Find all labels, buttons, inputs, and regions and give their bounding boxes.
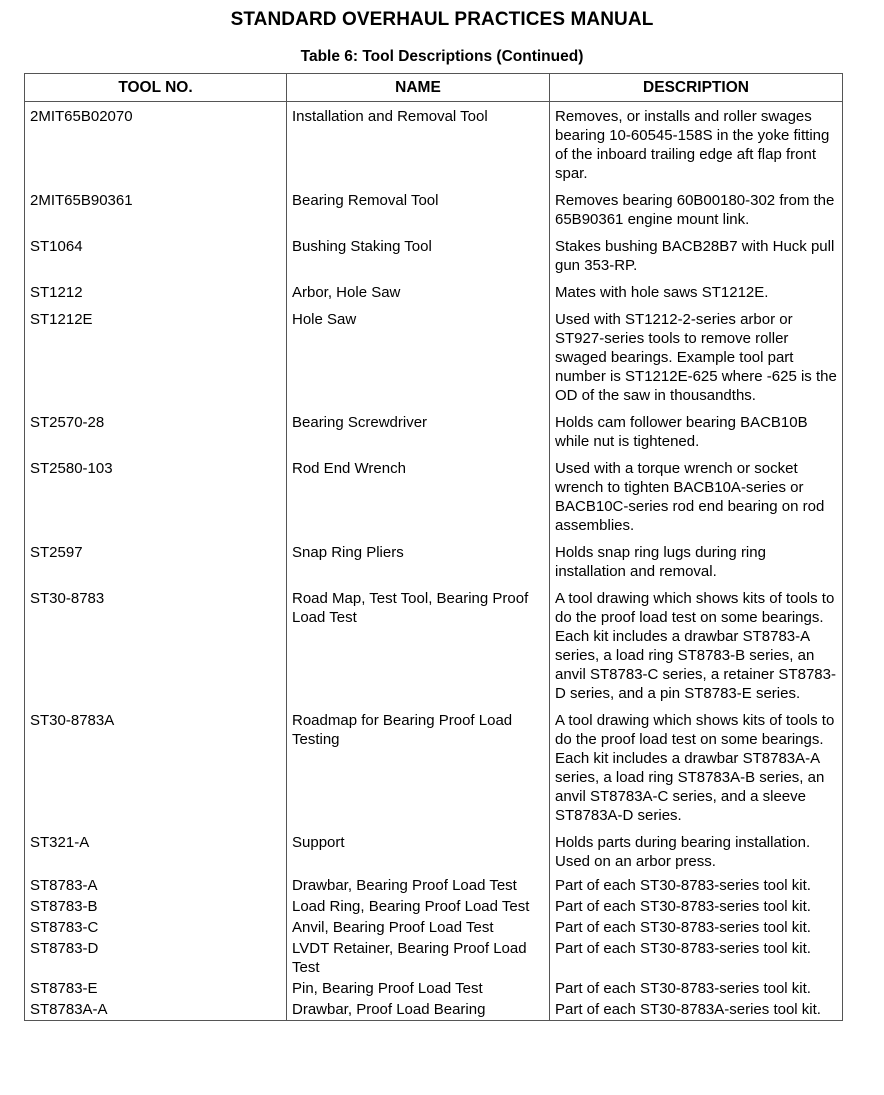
name-cell: LVDT Retainer, Bearing Proof Load Test	[287, 938, 550, 978]
description-cell: Part of each ST30-8783-series tool kit.	[550, 978, 843, 999]
description-cell: Holds cam follower bearing BACB10B while nut is tightened.	[550, 409, 843, 455]
name-cell: Anvil, Bearing Proof Load Test	[287, 917, 550, 938]
description-cell: Part of each ST30-8783-series tool kit.	[550, 917, 843, 938]
table-row	[25, 999, 843, 1021]
name-cell: Installation and Removal Tool	[287, 102, 550, 188]
tool-no-cell: 2MIT65B90361	[25, 187, 287, 233]
tool-no-cell: ST1212E	[25, 306, 287, 409]
name-cell: Bearing Removal Tool	[287, 187, 550, 233]
table-row	[25, 707, 843, 829]
tool-no-cell: ST8783-C	[25, 917, 287, 938]
tool-no-cell: 2MIT65B02070	[25, 102, 287, 188]
table-row	[25, 896, 843, 917]
table-row	[25, 917, 843, 938]
table-row	[25, 233, 843, 279]
tool-no-cell: ST2570-28	[25, 409, 287, 455]
manual-title: STANDARD OVERHAUL PRACTICES MANUAL	[230, 9, 654, 30]
column-header-tool-no: TOOL NO.	[25, 74, 287, 102]
description-cell: Part of each ST30-8783A-series tool kit.	[550, 999, 843, 1021]
table-row	[25, 938, 843, 978]
table-row	[25, 875, 843, 896]
name-cell: Pin, Bearing Proof Load Test	[287, 978, 550, 999]
description-cell: Used with a torque wrench or socket wrench to tighten BACB10A-series or BACB10C-series rod end bearing on rod assemblies.	[550, 455, 843, 539]
description-cell: Holds snap ring lugs during ring installation and removal.	[550, 539, 843, 585]
description-cell: Part of each ST30-8783-series tool kit.	[550, 875, 843, 896]
name-cell: Support	[287, 829, 550, 875]
description-cell: Mates with hole saws ST1212E.	[550, 279, 843, 306]
description-cell: Part of each ST30-8783-series tool kit.	[550, 938, 843, 978]
name-cell: Arbor, Hole Saw	[287, 279, 550, 306]
table-row	[25, 455, 843, 539]
description-cell: Holds parts during bearing installation. Used on an arbor press.	[550, 829, 843, 875]
tool-no-cell: ST8783-D	[25, 938, 287, 978]
tool-no-cell: ST2580-103	[25, 455, 287, 539]
tool-no-cell: ST8783-B	[25, 896, 287, 917]
name-cell: Road Map, Test Tool, Bearing Proof Load Test	[287, 585, 550, 707]
table-row	[25, 279, 843, 306]
tool-no-cell: ST2597	[25, 539, 287, 585]
table-row	[25, 102, 843, 188]
name-cell: Drawbar, Bearing Proof Load Test	[287, 875, 550, 896]
column-header-description: DESCRIPTION	[550, 74, 843, 102]
tool-no-cell: ST1212	[25, 279, 287, 306]
tool-no-cell: ST1064	[25, 233, 287, 279]
description-cell: A tool drawing which shows kits of tools to do the proof load test on some bearings. Each kit includes a drawbar ST8783-A series, a load ring ST8783-B series, an anvil ST8783-C series, a retainer ST8783-D series, and a pin ST8783-E series.	[550, 585, 843, 707]
table-header-row	[25, 74, 843, 102]
description-cell: Removes bearing 60B00180-302 from the 65B90361 engine mount link.	[550, 187, 843, 233]
name-cell: Rod End Wrench	[287, 455, 550, 539]
name-cell: Snap Ring Pliers	[287, 539, 550, 585]
description-cell: Part of each ST30-8783-series tool kit.	[550, 896, 843, 917]
name-cell: Drawbar, Proof Load Bearing	[287, 999, 550, 1021]
name-cell: Bearing Screwdriver	[287, 409, 550, 455]
name-cell: Bushing Staking Tool	[287, 233, 550, 279]
tool-descriptions-table	[24, 73, 843, 1021]
tool-no-cell: ST321-A	[25, 829, 287, 875]
tool-no-cell: ST8783A-A	[25, 999, 287, 1021]
description-cell: A tool drawing which shows kits of tools to do the proof load test on some bearings. Each kit includes a drawbar ST8783A-A series, a load ring ST8783A-B series, an anvil ST8783A-C series, and a sleeve ST8783A-D series.	[550, 707, 843, 829]
name-cell: Load Ring, Bearing Proof Load Test	[287, 896, 550, 917]
table-row	[25, 306, 843, 409]
table-row	[25, 187, 843, 233]
table-caption: Table 6: Tool Descriptions (Continued)	[300, 48, 584, 65]
name-cell: Hole Saw	[287, 306, 550, 409]
description-cell: Removes, or installs and roller swages bearing 10-60545-158S in the yoke fitting of the inboard trailing edge aft flap front spar.	[550, 102, 843, 188]
table-row	[25, 585, 843, 707]
tool-no-cell: ST30-8783	[25, 585, 287, 707]
table-row	[25, 409, 843, 455]
table-row	[25, 978, 843, 999]
column-header-name: NAME	[287, 74, 550, 102]
table-row	[25, 829, 843, 875]
tool-no-cell: ST30-8783A	[25, 707, 287, 829]
name-cell: Roadmap for Bearing Proof Load Testing	[287, 707, 550, 829]
tool-no-cell: ST8783-A	[25, 875, 287, 896]
description-cell: Used with ST1212-2-series arbor or ST927-series tools to remove roller swaged bearings. Example tool part number is ST1212E-625 where -625 is the OD of the saw in thousandths.	[550, 306, 843, 409]
description-cell: Stakes bushing BACB28B7 with Huck pull gun 353-RP.	[550, 233, 843, 279]
table-row	[25, 539, 843, 585]
tool-no-cell: ST8783-E	[25, 978, 287, 999]
